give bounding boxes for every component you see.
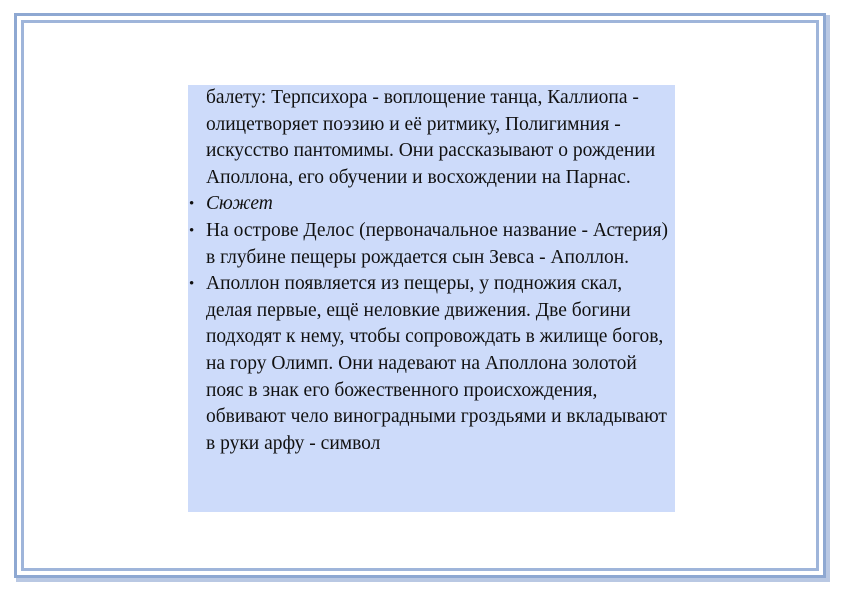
bullet-icon: • [189,276,195,293]
text-box[interactable] [188,85,675,512]
bullet-icon: • [189,222,195,239]
list-item-text: Сюжет [206,193,273,215]
bullet-icon: • [189,196,195,213]
list-item-text: На острове Делос (первоначальное название - Астерия) в глубине пещеры рождается сын Зевса - Аполлон. [206,219,669,268]
list-item-birth [188,218,675,271]
frame-shadow-right [826,15,830,580]
paragraph-intro [188,85,675,191]
paragraph-text: балету: Терпсихора - воплощение танца, Каллиопа - олицетворяет поэзию и её ритмику, Полигимния - искусство пантомимы. Они рассказывают о рождении Аполлона, его обучении и восхождении на Парнас. [206,87,656,188]
list-item-plot-heading [188,191,675,218]
list-item-appearance [188,271,675,457]
frame-shadow-bottom [16,578,830,582]
text-content [188,85,675,457]
list-item-text: Аполлон появляется из пещеры, у подножия скал, делая первые, ещё неловкие движения. Две богини подходят к нему, чтобы сопровождать в жилище богов, на гору Олимп. Они надевают на Аполлона золотой пояс в знак его божественного происхождения, обвивают чело виноградными гроздьями и вкладывают в руки арфу - символ [206,273,667,454]
